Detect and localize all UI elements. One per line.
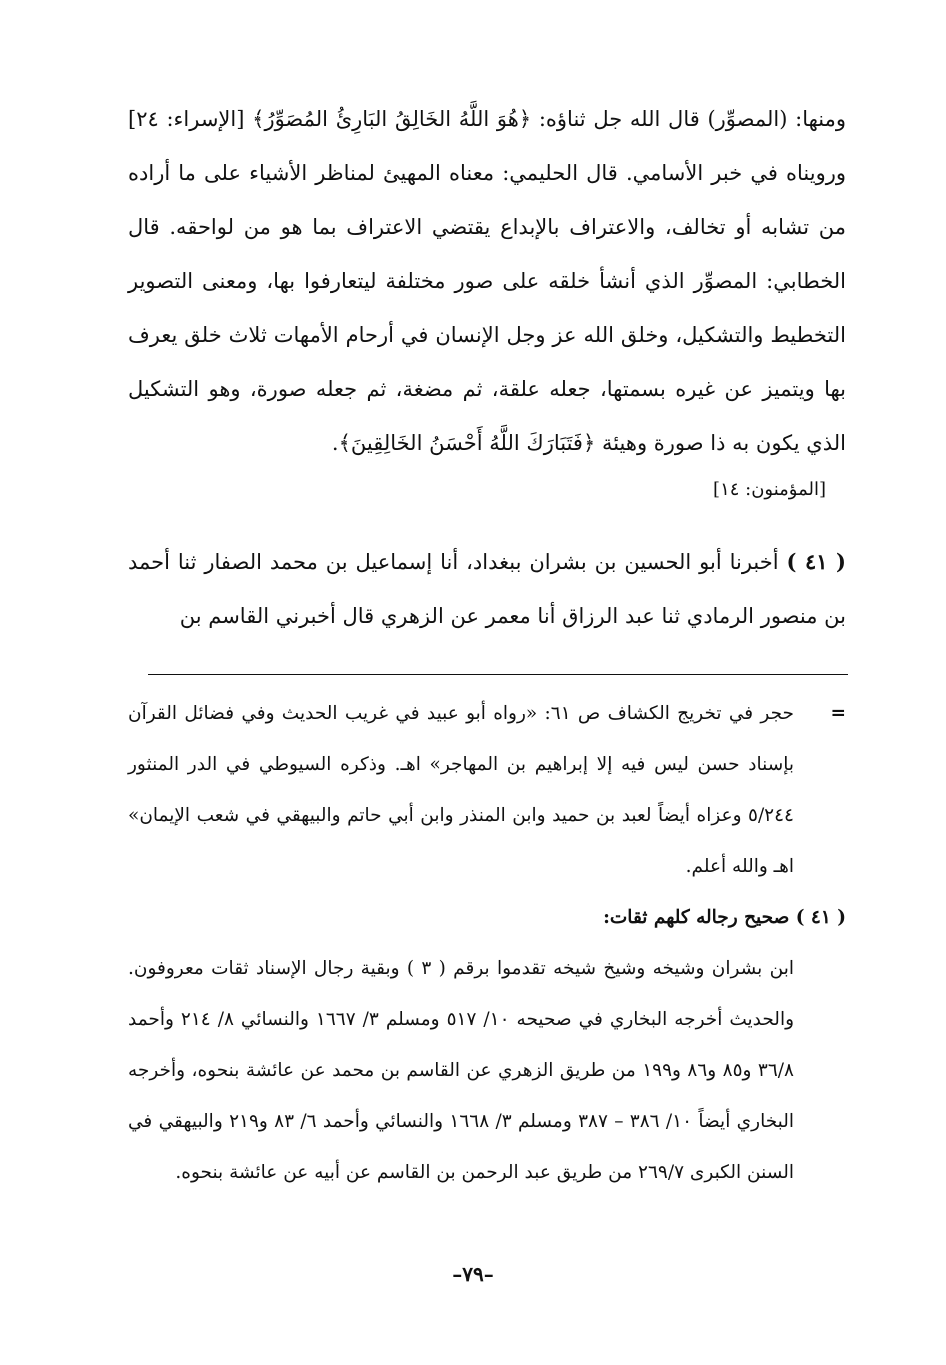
hadith-paragraph [128,535,846,643]
footnote-heading: ( ٤١ ) صحيح رجاله كلهم ثقات: [603,907,846,928]
quran-reference: [المؤمنون: ١٤] [713,479,826,500]
footnote-continuation [128,688,846,892]
hadith-text: أخبرنا أبو الحسين بن بشران ببغداد، أنا إسماعيل بن محمد الصفار ثنا أحمد بن منصور الرمادي ثنا عبد الرزاق أنا معمر عن الزهري قال أخبرني القاسم بن [128,550,846,628]
footnote-body: ابن بشران وشيخه وشيخ شيخه تقدموا برقم ( ٣ ) وبقية رجال الإسناد ثقات معروفون. والحديث أخرجه البخاري في صحيحه ١٠/ ٥١٧ ومسلم ٣/ ١٦٦٧ والنسائي ٨/ ٢١٤ وأحمد ٣٦/٨ و٨٥ و٨٦ و١٩٩ من طريق الزهري عن القاسم بن محمد عن عائشة بنحوه، وأخرجه البخاري أيضاً ١٠/ ٣٨٦ – ٣٨٧ ومسلم ٣/ ١٦٦٨ والنسائي وأحمد ٦/ ٨٣ و٢١٩ والبيهقي في السنن الكبرى ٢٦٩/٧ من طريق عبد الرحمن بن القاسم عن أبيه عن عائشة بنحوه. [128,958,795,1183]
continuation-mark: = [830,703,846,724]
continuation-text: حجر في تخريج الكشاف ص ٦١: «رواه أبو عبيد في غريب الحديث وفي فضائل القرآن بإسناد حسن ليس فيه إلا إبراهيم بن المهاجر» اهـ. وذكره السيوطي في الدر المنثور ٥/٢٤٤ وعزاه أيضاً لعبد بن حميد وابن المنذر وابن أبي حاتم والبيهقي في شعب الإيمان» اهـ والله أعلم. [128,703,794,877]
main-text [128,92,846,470]
hadith-number: ( ٤١ ) [786,549,846,574]
footnote-divider [148,674,848,675]
main-paragraph: ومنها: (المصوِّر) قال الله جل ثناؤه: ﴿هُوَ اللَّهُ الخَالِقُ البَارِئُ المُصَوِّرُ﴾ [الإسراء: ٢٤] ورويناه في خبر الأسامي. قال الحليمي: معناه المهيئ لمناظر الأشياء على ما أراده من تشابه أو تخالف، والاعتراف بالإبداع يقتضي الاعتراف بما هو من لواحقه. قال الخطابي: المصوِّر الذي أنشأ خلقه على صور مختلفة ليتعارفوا بها، ومعنى التصوير التخطيط والتشكيل، وخلق الله عز وجل الإنسان في أرحام الأمهات ثلاث خلق يعرف بها ويتميز عن غيره بسمتها، جعله علقة، ثم مضغة، ثم جعله صورة، وهو التشكيل الذي يكون به ذا صورة وهيئة ﴿فَتَبَارَكَ اللَّهُ أَحْسَنُ الخَالِقِينَ﴾. [128,107,846,455]
page-number: –٧٩– [452,1262,494,1286]
footnotes [128,688,846,1198]
